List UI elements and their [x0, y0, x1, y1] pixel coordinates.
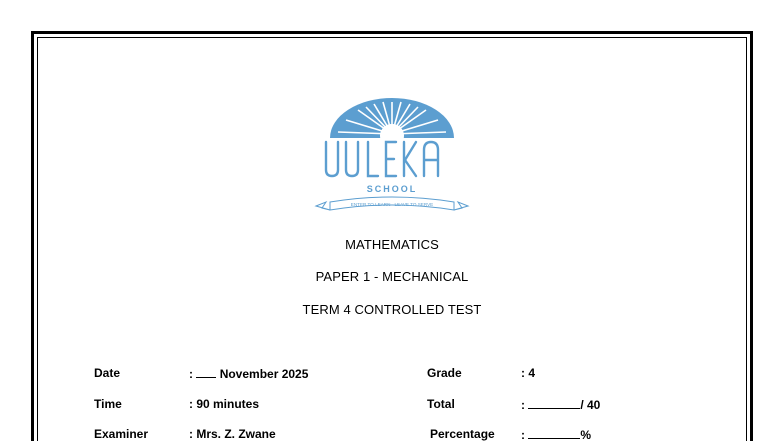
grade-label: Grade — [427, 366, 462, 380]
logo-school-text: SCHOOL — [366, 184, 418, 194]
date-month-year: November 2025 — [219, 367, 309, 381]
total-score-blank[interactable] — [528, 397, 580, 409]
total-prefix: : — [521, 398, 525, 412]
date-label: Date — [94, 366, 121, 380]
percentage-suffix: % — [580, 428, 592, 441]
percentage-value — [521, 427, 591, 441]
logo-wordmark — [326, 142, 438, 176]
examiner-label: Examiner — [94, 427, 149, 441]
date-day-blank[interactable] — [196, 366, 216, 378]
sun-emblem-icon — [330, 98, 454, 148]
subject-heading: MATHEMATICS — [345, 237, 439, 252]
time-label: Time — [94, 397, 122, 411]
total-value — [521, 397, 600, 412]
total-label: Total — [427, 397, 455, 411]
percentage-label: Percentage — [430, 427, 495, 441]
percentage-prefix: : — [521, 428, 525, 441]
date-value — [189, 366, 308, 381]
school-logo — [312, 98, 472, 216]
paper-heading: PAPER 1 - MECHANICAL — [315, 269, 469, 284]
date-prefix: : — [189, 367, 193, 381]
total-suffix: / 40 — [580, 398, 601, 412]
percentage-blank[interactable] — [528, 427, 580, 439]
time-value: : 90 minutes — [189, 397, 260, 411]
logo-motto-text: ENTER TO LEARN - LEAVE TO SERVE — [350, 202, 434, 207]
grade-value: : 4 — [521, 366, 536, 380]
examiner-value: : Mrs. Z. Zwane — [189, 427, 276, 441]
test-heading: TERM 4 CONTROLLED TEST — [302, 302, 482, 317]
